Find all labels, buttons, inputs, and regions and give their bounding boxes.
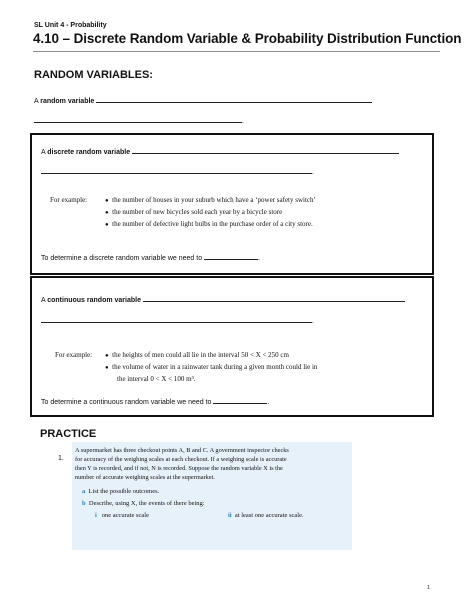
continuous-example-text-cont: the interval 0 < X < 100 m³.: [117, 375, 196, 383]
discrete-example-text: the number of new bicycles sold each year by a bicycle store: [112, 208, 283, 216]
part-b-ii-letter: ii: [228, 512, 232, 519]
rv-blank-1: [96, 95, 372, 103]
question-number: 1.: [58, 455, 64, 462]
section-heading-practice: PRACTICE: [40, 428, 97, 440]
unit-label: SL Unit 4 - Probability: [34, 22, 107, 29]
discrete-example-label: For example:: [50, 196, 88, 204]
title-divider: [33, 51, 440, 52]
question-part-b-ii: [228, 512, 304, 519]
discrete-determine-period: .: [258, 255, 260, 262]
rv-blank-2: [34, 115, 242, 123]
discrete-example-item: [105, 196, 316, 204]
discrete-period: .: [312, 169, 314, 176]
continuous-blank-2: [41, 315, 312, 323]
bullet-icon: ●: [105, 198, 109, 204]
rv-period: .: [242, 118, 244, 125]
question-paragraph-line: for accuracy of the weighing scales at each checkout. If a weighing scale is accurate: [75, 456, 287, 463]
part-b-i-text: one accurate scale: [101, 512, 149, 519]
continuous-example-text: the heights of men could all lie in the interval 50 < X < 250 cm: [112, 351, 289, 359]
bullet-icon: ●: [105, 365, 109, 371]
continuous-determine-text: To determine a continuous random variable we need to: [41, 399, 212, 406]
section-heading-random-variables: RANDOM VARIABLES:: [34, 69, 153, 81]
discrete-term: discrete random variable: [47, 149, 131, 156]
bullet-icon: ●: [105, 222, 109, 228]
continuous-term: continuous random variable: [47, 297, 141, 304]
continuous-definition-line2: [41, 315, 314, 325]
continuous-determine-period: .: [267, 399, 270, 406]
bullet-icon: ●: [105, 353, 109, 359]
part-b-letter: b: [82, 500, 86, 507]
part-b-ii-text: at least one accurate scale.: [234, 512, 304, 519]
question-part-b-i: [95, 512, 149, 519]
rv-prefix: A: [34, 98, 41, 105]
continuous-period: .: [312, 318, 314, 325]
page-title: 4.10 – Discrete Random Variable & Probability Distribution Function: [33, 31, 462, 46]
discrete-example-item: [105, 220, 313, 228]
continuous-prefix: A: [41, 297, 48, 304]
discrete-definition-line2: [41, 166, 314, 176]
continuous-determine-blank: [213, 396, 270, 406]
page-number: 1: [427, 585, 430, 591]
discrete-example-item: [105, 208, 282, 216]
part-b-i-letter: i: [95, 512, 97, 519]
question-part-a: [82, 488, 159, 495]
part-a-letter: a: [82, 488, 86, 495]
discrete-definition-line1: [41, 146, 399, 156]
question-part-b: [82, 500, 205, 507]
discrete-determine-blank: [204, 252, 258, 260]
discrete-example-text: the number of houses in your suburb which have a ‘power safety switch’: [112, 196, 316, 204]
discrete-determine-line: [41, 252, 260, 262]
discrete-blank-2: [41, 166, 312, 174]
discrete-prefix: A: [41, 149, 48, 156]
continuous-example-label: For example:: [55, 351, 93, 359]
continuous-example-text: the volume of water in a rainwater tank during a given month could lie in: [112, 363, 318, 371]
question-paragraph-line: number of accurate weighing scales at the supermarket.: [75, 474, 215, 481]
question-paragraph-line: then Y is recorded, and if not, N is recorded. Suppose the random variable X is the: [75, 465, 283, 472]
continuous-example-item: [105, 363, 317, 371]
continuous-example-item: [105, 351, 289, 359]
part-a-text: List the possible outcomes.: [88, 488, 160, 495]
random-variable-definition-line2: [34, 115, 244, 125]
discrete-blank-1: [132, 146, 399, 154]
random-variable-definition-line1: [34, 95, 372, 105]
rv-term: random variable: [40, 98, 95, 105]
continuous-blank-1: [143, 294, 405, 302]
continuous-determine-line: [41, 396, 269, 406]
discrete-example-text: the number of defective light bulbs in the purchase order of a city store.: [112, 220, 313, 228]
discrete-determine-text: To determine a discrete random variable we need to: [41, 255, 203, 262]
part-b-text: Describe, using X, the events of there being:: [88, 500, 205, 507]
continuous-definition-line1: [41, 294, 405, 304]
question-paragraph-line: A supermarket has three checkout points A, B and C. A government inspector checks: [75, 447, 289, 454]
bullet-icon: ●: [105, 210, 109, 216]
